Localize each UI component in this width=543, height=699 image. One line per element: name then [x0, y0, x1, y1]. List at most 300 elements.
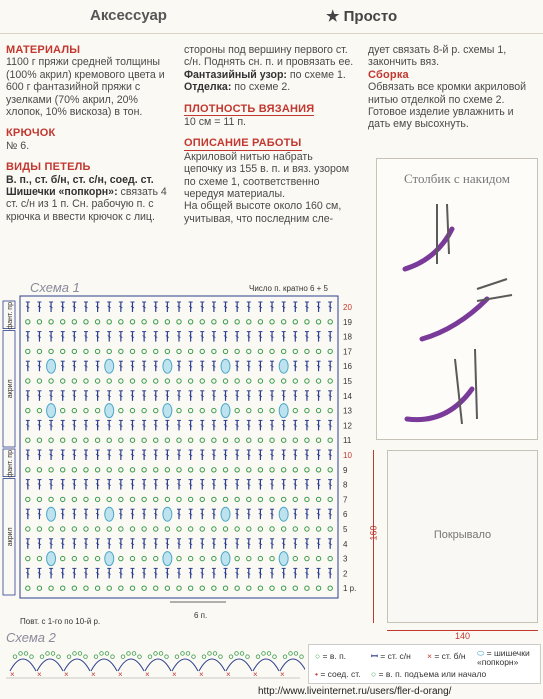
stitch-ch [119, 556, 123, 560]
scheme1-repeat: Повт. с 1-го по 10-й р. [20, 617, 101, 626]
stitch-ch [305, 408, 309, 412]
stitch-ch [95, 408, 99, 412]
blanket-plan [387, 450, 538, 623]
legend-dc-text: = ст. с/н [380, 651, 411, 661]
stitch-ch [188, 438, 192, 442]
stitch-ch [61, 556, 65, 560]
stitch-ch [316, 556, 320, 560]
row-number: 12 [343, 421, 352, 431]
legend-sc-text: = ст. б/н [434, 651, 466, 661]
stitch-ch [26, 438, 30, 442]
stitch-ch [142, 438, 146, 442]
stitch-ch [49, 320, 53, 324]
stitch-ch [130, 497, 134, 501]
trim-chain [84, 655, 88, 659]
stitch-ch [328, 320, 332, 324]
row-number: 15 [343, 377, 352, 386]
trim-chain [256, 655, 260, 659]
hook-heading: КРЮЧОК [6, 127, 56, 140]
stitch-ch [235, 320, 239, 324]
chain-icon: ○ [315, 651, 321, 661]
stitch-ch [130, 408, 134, 412]
stitch-ch [200, 379, 204, 383]
stitch-ch [316, 527, 320, 531]
band-label: фант. пр. [7, 448, 14, 478]
row-number: 10 [343, 451, 352, 460]
stitch-ch [258, 379, 262, 383]
row-number: 1 р. [343, 584, 357, 594]
stitch-ch [177, 497, 181, 501]
popcorn-mark [279, 552, 288, 566]
stitch-ch [142, 379, 146, 383]
trim-chain [181, 652, 185, 656]
stitch-ch [212, 468, 216, 472]
stitch-ch [61, 497, 65, 501]
stitch-ch [258, 349, 262, 353]
popcorn-mark [47, 552, 56, 566]
density-heading-text: ПЛОТНОСТЬ ВЯЗАНИЯ [184, 102, 315, 115]
stitch-ch [142, 527, 146, 531]
stitch-ch [235, 408, 239, 412]
trim-chain [24, 652, 28, 656]
stitch-ch [293, 349, 297, 353]
stitch-ch [107, 468, 111, 472]
stitch-ch [26, 556, 30, 560]
legend-turn-text: = в. п. подъема или начало [378, 669, 487, 679]
stitch-ch [107, 320, 111, 324]
stitch-ch [177, 527, 181, 531]
stitch-ch [223, 586, 227, 590]
stitch-ch [165, 379, 169, 383]
stitch-ch [26, 586, 30, 590]
stitch-ch [270, 556, 274, 560]
trim-chain [73, 652, 77, 656]
stitch-ch [258, 586, 262, 590]
trim-chain [186, 652, 190, 656]
row-number: 17 [343, 347, 352, 357]
stitch-ch [328, 408, 332, 412]
stitch-ch [84, 586, 88, 590]
stitch-ch [247, 497, 251, 501]
stitch-ch [154, 438, 158, 442]
trim-chain [273, 655, 277, 659]
trim-chain [57, 655, 61, 659]
stitch-ch [316, 497, 320, 501]
stitch-ch [281, 379, 285, 383]
stitch-ch [37, 408, 41, 412]
trim-chain [165, 655, 169, 659]
stitch-ch [95, 320, 99, 324]
stitch-ch [49, 468, 53, 472]
row-number: 20 [343, 303, 352, 312]
stitch-ch [95, 527, 99, 531]
stitch-ch [247, 438, 251, 442]
stitch-ch [177, 468, 181, 472]
stitch-ch [305, 438, 309, 442]
assembly-heading: Сборка [368, 68, 409, 81]
density-text: 10 см = 11 п. [184, 116, 246, 129]
stitch-ch [270, 586, 274, 590]
stitch-ch [188, 320, 192, 324]
trim-chain [67, 655, 71, 659]
stitch-ch [200, 497, 204, 501]
stitch-ch [293, 586, 297, 590]
trim-chain [46, 652, 50, 656]
stitch-ch [165, 320, 169, 324]
stitch-ch [107, 527, 111, 531]
stitch-ch [235, 349, 239, 353]
stitch-ch [165, 468, 169, 472]
fancy-text: по схеме 1. [286, 68, 346, 81]
popcorn-mark [47, 359, 56, 373]
materials-heading: МАТЕРИАЛЫ [6, 44, 81, 56]
trim-chain [267, 652, 271, 656]
materials-text: 1100 г пряжи средней толщины (100% акрил) кремового цвета и 600 г фантазийной пряжи с узелками (70% акрил, 20% хлопок, 10% вискоза) в тон. [6, 56, 165, 119]
hook-drawings [377, 189, 537, 439]
stitch-ch [84, 556, 88, 560]
stitch-ch [95, 556, 99, 560]
difficulty-label [326, 7, 397, 25]
stitch-ch [235, 438, 239, 442]
stitch-ch [84, 438, 88, 442]
stitch-ch [26, 527, 30, 531]
stitch-ch [37, 468, 41, 472]
trim-chain [289, 652, 293, 656]
stitch-ch [154, 556, 158, 560]
trim-chain [100, 652, 104, 656]
stitch-ch [84, 349, 88, 353]
stitch-ch [316, 379, 320, 383]
stitch-ch [95, 586, 99, 590]
scheme2-chart [0, 645, 305, 685]
trim-chain [262, 652, 266, 656]
stitch-ch [328, 379, 332, 383]
stitch-ch [281, 468, 285, 472]
stitch-ch [107, 497, 111, 501]
popcorn-mark [105, 552, 114, 566]
popcorn-mark [279, 404, 288, 418]
stitch-ch [270, 468, 274, 472]
trim-chain [235, 652, 239, 656]
stitch-ch [212, 586, 216, 590]
trim-bold: Отделка: [184, 81, 232, 94]
stitch-ch [293, 379, 297, 383]
trim-chain [192, 655, 196, 659]
stitch-ch [200, 527, 204, 531]
stitch-ch [154, 586, 158, 590]
trim-sc: × [37, 670, 42, 679]
stitch-ch [328, 497, 332, 501]
stitch-ch [154, 349, 158, 353]
legend-sl [315, 669, 361, 679]
stitch-ch [293, 438, 297, 442]
stitch-ch [258, 438, 262, 442]
stitch-ch [188, 349, 192, 353]
assembly-text: Обвязать все кромки акриловой нитью отделкой по схеме 2. [368, 81, 527, 106]
stitch-ch [130, 349, 134, 353]
popcorn-mark [163, 359, 172, 373]
stitch-ch [177, 586, 181, 590]
stitch-ch [281, 349, 285, 353]
stitch-ch [305, 349, 309, 353]
stitch-ch [235, 497, 239, 501]
stitch-ch [247, 556, 251, 560]
stitch-ch [258, 556, 262, 560]
stitch-ch [328, 556, 332, 560]
stitch-ch [200, 320, 204, 324]
stitch-ch [72, 320, 76, 324]
popcorn-text: связать 4 ст. с/н из 1 п. Сн. рабочую п. с крючка и ввести крючок с лиц. [6, 186, 167, 223]
stitch-ch [130, 527, 134, 531]
popcorn-mark [163, 507, 172, 521]
stitch-ch [247, 379, 251, 383]
stitch-ch [235, 379, 239, 383]
popcorn-mark [163, 552, 172, 566]
stitch-ch [165, 497, 169, 501]
stitch-ch [200, 438, 204, 442]
stitch-ch [247, 408, 251, 412]
stitch-ch [270, 408, 274, 412]
stitch-ch [130, 438, 134, 442]
stitch-ch [84, 320, 88, 324]
stitch-ch [61, 379, 65, 383]
stitch-ch [223, 468, 227, 472]
plan-label: Покрывало [433, 529, 492, 541]
stitch-ch [142, 408, 146, 412]
trim-chain [159, 652, 163, 656]
stitch-ch [235, 556, 239, 560]
legend-ch-text: = в. п. [322, 651, 347, 661]
illustration-title: Столбик с накидом [403, 171, 511, 186]
popcorn-mark [279, 359, 288, 373]
stitch-ch [316, 468, 320, 472]
stitch-ch [223, 320, 227, 324]
stitch-ch [305, 320, 309, 324]
stitch-ch [49, 586, 53, 590]
stitch-ch [84, 497, 88, 501]
stitch-ch [281, 527, 285, 531]
star-icon: ★ [326, 8, 340, 25]
row-number: 4 [343, 539, 348, 549]
stitch-ch [258, 468, 262, 472]
stitch-ch [37, 556, 41, 560]
dc-icon: ꟷ [371, 651, 378, 661]
stitch-ch [37, 379, 41, 383]
stitch-ch [72, 349, 76, 353]
row-number: 5 [343, 525, 348, 534]
stitch-ch [142, 556, 146, 560]
trim-sc: × [10, 670, 15, 679]
row-number: 9 [343, 465, 348, 475]
turn-icon: ○ [371, 669, 377, 679]
stitch-ch [258, 527, 262, 531]
stitch-ch [177, 408, 181, 412]
stitch-ch [95, 438, 99, 442]
stitch-ch [223, 497, 227, 501]
trim-sc: × [145, 670, 150, 679]
trim-chain [105, 652, 109, 656]
trim-chain [294, 652, 298, 656]
stitch-ch [49, 349, 53, 353]
popcorn-mark [163, 404, 172, 418]
stitch-ch [270, 379, 274, 383]
stitch-ch [188, 468, 192, 472]
trim-sc: × [172, 670, 177, 679]
stitch-ch [84, 408, 88, 412]
stitch-ch [119, 586, 123, 590]
stitch-illustration [376, 158, 538, 440]
stitch-ch [270, 320, 274, 324]
trim-sc: × [226, 670, 231, 679]
popcorn-mark [105, 359, 114, 373]
stitch-ch [177, 438, 181, 442]
popcorn-mark [105, 507, 114, 521]
scheme1-chart [0, 292, 370, 627]
column-assembly [368, 44, 538, 131]
stitch-ch [154, 379, 158, 383]
popcorn-mark [221, 359, 230, 373]
stitch-ch [188, 586, 192, 590]
stitch-ch [142, 320, 146, 324]
stitch-ch [61, 438, 65, 442]
stitch-ch [281, 320, 285, 324]
stitch-ch [61, 468, 65, 472]
stitch-ch [293, 556, 297, 560]
scheme1-title: Схема 1 [30, 280, 80, 295]
stitch-ch [328, 586, 332, 590]
trim-sc: × [253, 670, 258, 679]
stitch-ch [107, 379, 111, 383]
stitch-ch [258, 408, 262, 412]
stitch-ch [130, 379, 134, 383]
stitch-ch [328, 527, 332, 531]
stitch-ch [119, 497, 123, 501]
stitch-ch [293, 408, 297, 412]
row-number: 8 [343, 480, 348, 490]
column-pattern [184, 44, 354, 225]
stitch-ch [107, 586, 111, 590]
legend-dc [371, 651, 411, 662]
stitch-ch [165, 527, 169, 531]
stitch-ch [26, 349, 30, 353]
stitch-ch [247, 468, 251, 472]
stitch-ch [130, 468, 134, 472]
stitch-ch [61, 586, 65, 590]
row-number: 18 [343, 332, 352, 342]
stitch-ch [154, 497, 158, 501]
trim-chain [229, 655, 233, 659]
stitches-text: В. п., ст. б/н, ст. с/н, соед. ст. [6, 173, 154, 186]
stitch-ch [212, 349, 216, 353]
trim-text: по схеме 2. [231, 81, 291, 94]
density-heading [184, 103, 354, 116]
stitch-ch [49, 497, 53, 501]
stitch-ch [165, 586, 169, 590]
stitch-ch [212, 408, 216, 412]
stitch-ch [293, 527, 297, 531]
popcorn-bold: Шишечки «попкорн»: [6, 186, 118, 199]
trim-chain [148, 655, 152, 659]
stitch-ch [212, 497, 216, 501]
band-label: фант. пр. [7, 300, 14, 330]
trim-chain [202, 655, 206, 659]
stitch-ch [37, 438, 41, 442]
stitch-ch [247, 320, 251, 324]
stitch-ch [293, 497, 297, 501]
stitch-ch [281, 438, 285, 442]
trim-chain [208, 652, 212, 656]
trim-chain [246, 655, 250, 659]
stitch-ch [130, 586, 134, 590]
stitch-ch [165, 438, 169, 442]
stitch-ch [270, 349, 274, 353]
stitch-ch [200, 408, 204, 412]
legend-sc [427, 651, 466, 661]
stitch-ch [235, 527, 239, 531]
popcorn-mark [47, 507, 56, 521]
stitch-ch [247, 586, 251, 590]
stitch-ch [270, 527, 274, 531]
trim-chain [40, 655, 44, 659]
stitch-ch [212, 527, 216, 531]
trim-sc: × [199, 670, 204, 679]
stitch-ch [177, 349, 181, 353]
fancy-paragraph [184, 69, 354, 81]
row-number: 13 [343, 406, 352, 416]
stitch-ch [49, 379, 53, 383]
stitch-ch [258, 497, 262, 501]
stitch-ch [72, 497, 76, 501]
stitch-ch [328, 468, 332, 472]
trim-chain [219, 655, 223, 659]
row-number: 6 [343, 510, 348, 520]
stitch-ch [305, 468, 309, 472]
work-heading [184, 137, 354, 150]
popcorn-icon: ⬭ [477, 648, 485, 658]
stitch-ch [188, 379, 192, 383]
stitch-ch [188, 497, 192, 501]
trim-chain [213, 652, 217, 656]
stitch-ch [188, 556, 192, 560]
stitch-ch [37, 586, 41, 590]
stitch-ch [177, 379, 181, 383]
popcorn-paragraph [6, 186, 173, 223]
section-title: Аксессуар [90, 7, 167, 24]
popcorn-mark [47, 404, 56, 418]
stitch-ch [37, 320, 41, 324]
page-header [0, 0, 543, 34]
width-dimension: 140 [455, 631, 471, 641]
stitch-ch [107, 349, 111, 353]
stitch-ch [142, 468, 146, 472]
trim-chain [300, 655, 304, 659]
stitch-ch [26, 497, 30, 501]
stitch-ch [200, 349, 204, 353]
trim-chain [94, 655, 98, 659]
work-text: Акриловой нитью набрать цепочку из 155 в. п. и вяз. узором по схеме 1, соответственно чередуя материалы. [184, 150, 350, 201]
stitch-ch [247, 349, 251, 353]
row-number: 7 [343, 495, 348, 505]
popcorn-mark [221, 404, 230, 418]
stitch-ch [165, 349, 169, 353]
fancy-bold: Фантазийный узор: [184, 68, 287, 81]
stitch-ch [305, 379, 309, 383]
stitch-ch [72, 527, 76, 531]
stitch-ch [61, 408, 65, 412]
stitch-ch [26, 320, 30, 324]
legend-ch [315, 651, 346, 661]
trim-chain [240, 652, 244, 656]
